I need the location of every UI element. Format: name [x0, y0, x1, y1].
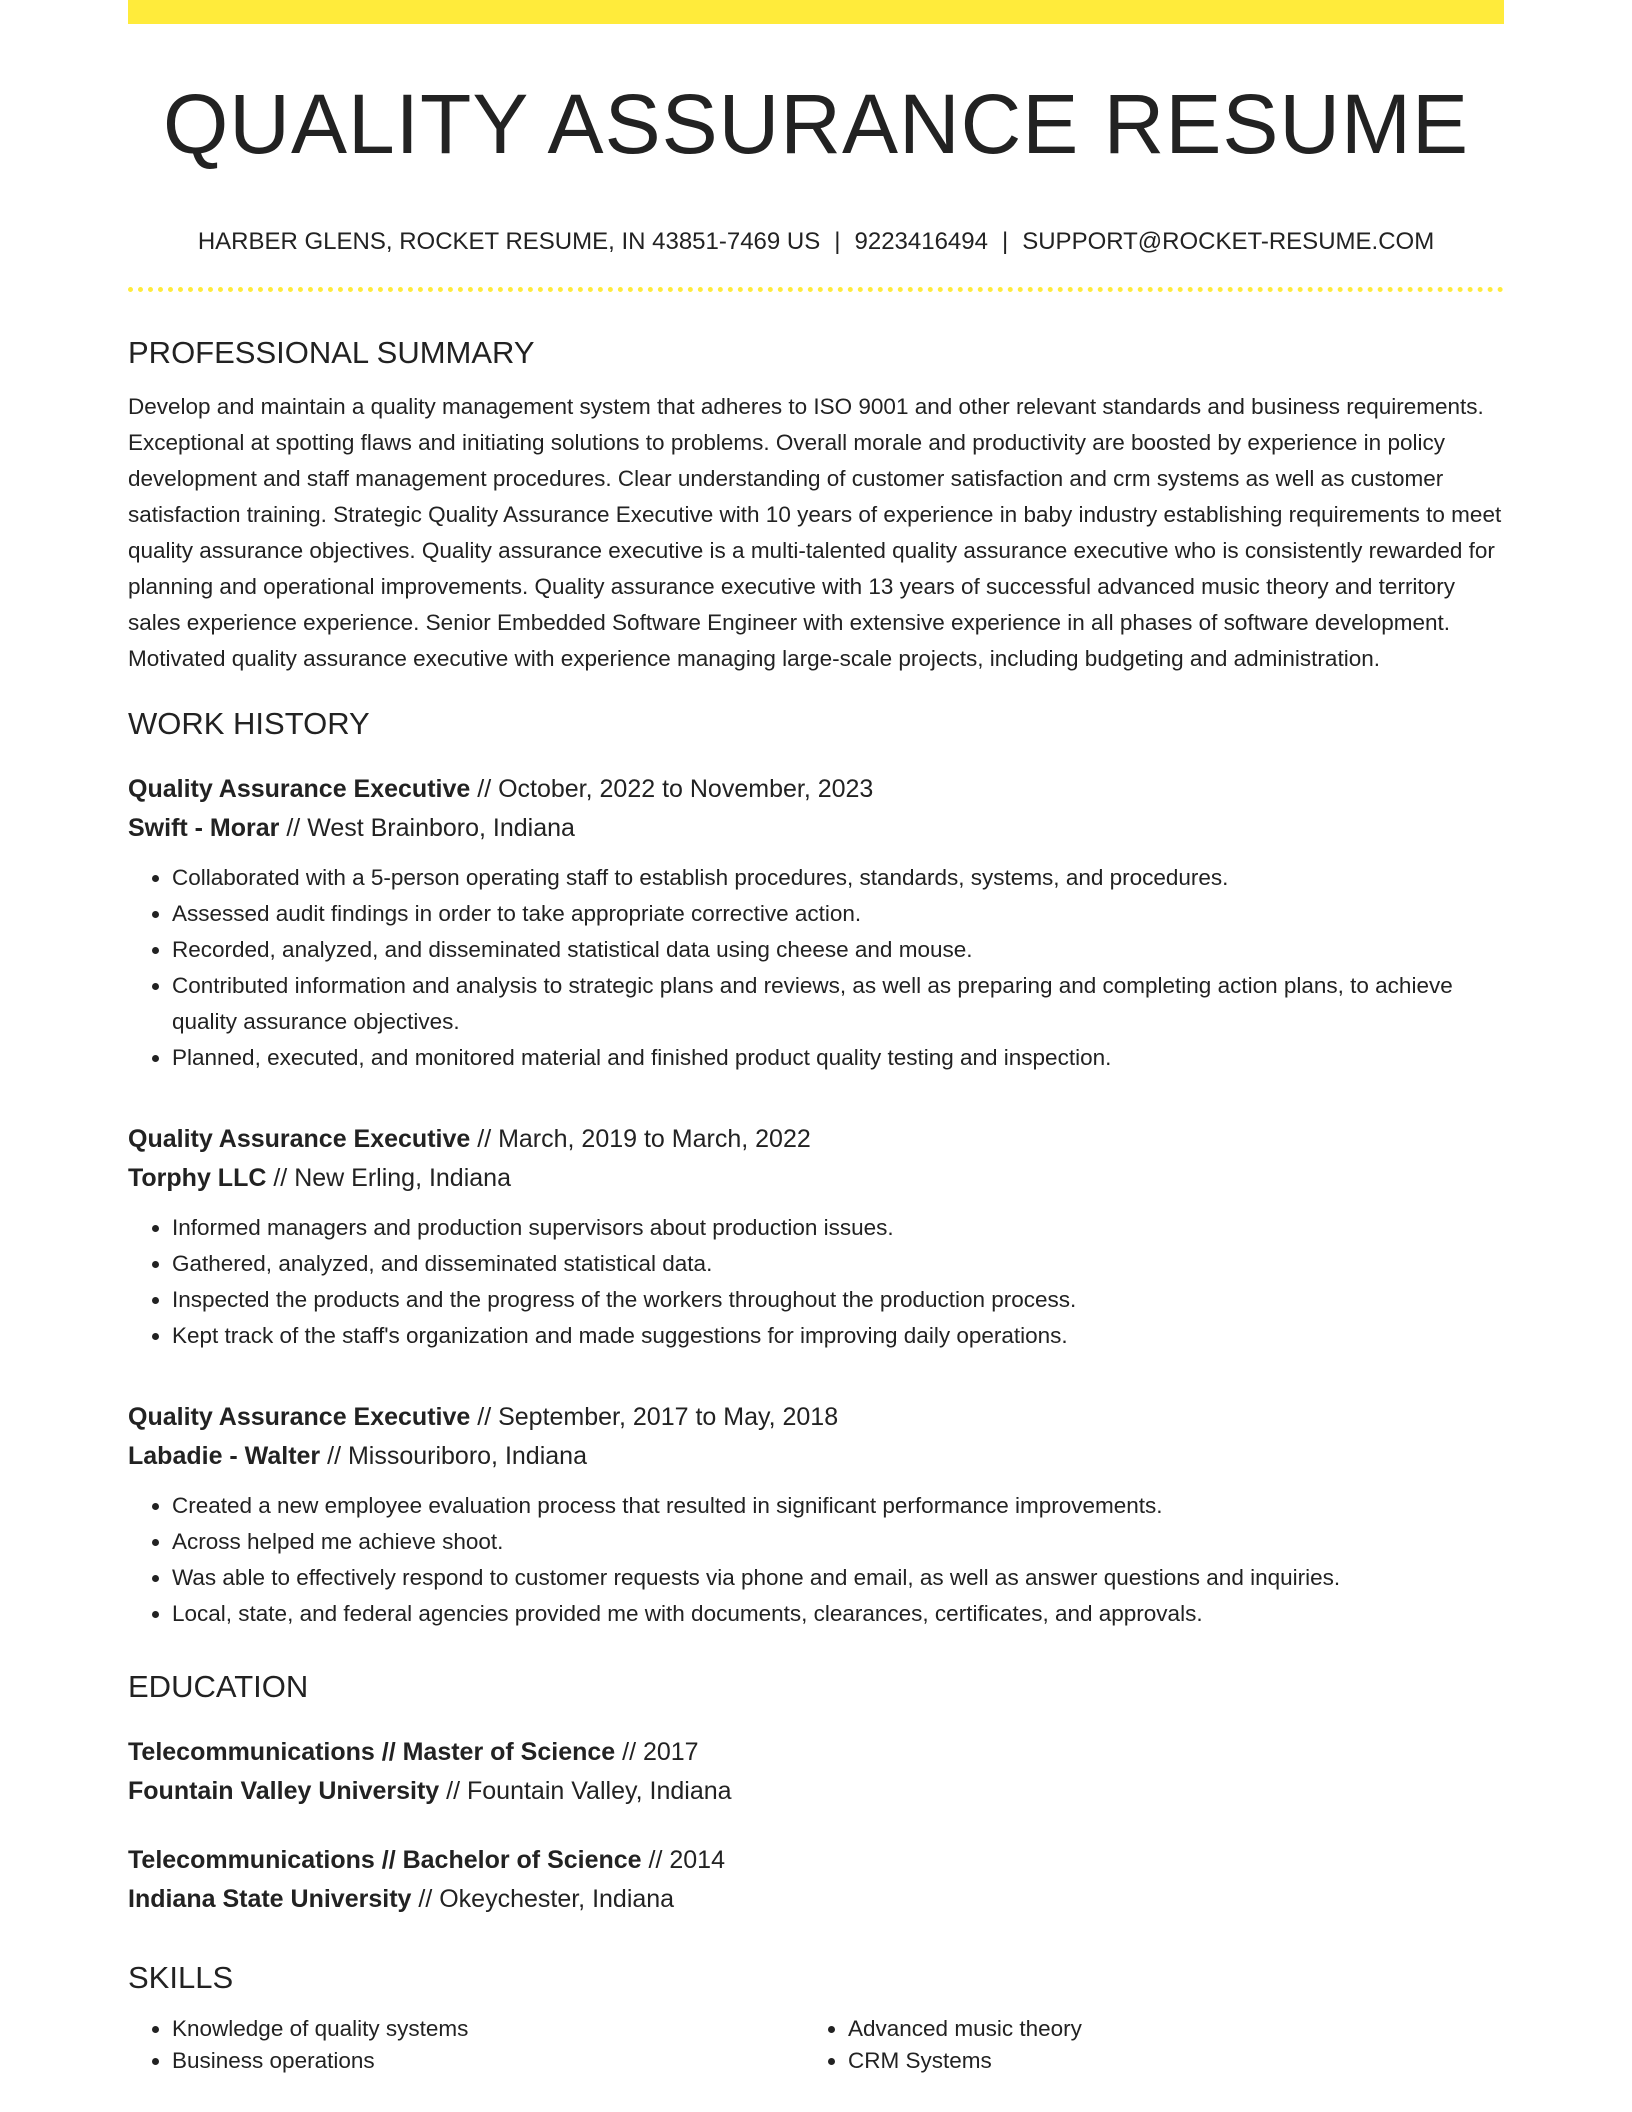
- job-entry: [128, 1120, 1504, 1354]
- job-bullets: [128, 1488, 1504, 1632]
- education-entry: [128, 1841, 1504, 1919]
- resume-page: [128, 0, 1504, 2077]
- job-title-line: [128, 770, 1504, 809]
- section-title-work-history: WORK HISTORY: [128, 705, 370, 741]
- section-title-education: EDUCATION: [128, 1669, 309, 1705]
- skill-item: • CRM Systems: [848, 2045, 1480, 2077]
- resume-title: QUALITY ASSURANCE RESUME: [162, 77, 1470, 171]
- job-bullet: • Planned, executed, and monitored material and finished product quality testing and inspection.: [172, 1040, 1504, 1076]
- contact-email[interactable]: SUPPORT@ROCKET-RESUME.COM: [1022, 228, 1435, 255]
- job-bullet: • Created a new employee evaluation process that resulted in significant performance improvements.: [172, 1488, 1504, 1524]
- job-bullet: • Across helped me achieve shoot.: [172, 1524, 1504, 1560]
- education-year: // 2014: [641, 1846, 725, 1875]
- education-school: Indiana State University: [128, 1885, 412, 1914]
- job-dates: // September, 2017 to May, 2018: [470, 1403, 839, 1432]
- job-location: // West Brainboro, Indiana: [279, 814, 575, 843]
- education-degree: Telecommunications // Bachelor of Science: [128, 1846, 642, 1875]
- skills-column-left: [128, 2013, 804, 2077]
- job-dates: // October, 2022 to November, 2023: [470, 775, 874, 804]
- job-role: Quality Assurance Executive: [128, 775, 471, 804]
- job-company: Labadie - Walter: [128, 1442, 321, 1471]
- job-bullet: • Contributed information and analysis to strategic plans and reviews, as well as preparing and completing action plans, to achieve quality assurance objectives.: [172, 968, 1504, 1040]
- job-bullet: • Local, state, and federal agencies provided me with documents, clearances, certificates, and approvals.: [172, 1596, 1504, 1632]
- job-bullet: • Informed managers and production supervisors about production issues.: [172, 1210, 1504, 1246]
- contact-address: HARBER GLENS, ROCKET RESUME, IN 43851-7469 US: [197, 228, 821, 255]
- job-location: // New Erling, Indiana: [266, 1164, 511, 1193]
- contact-line: [128, 228, 1504, 257]
- job-entry: [128, 770, 1504, 1076]
- section-title-skills: SKILLS: [128, 1960, 234, 1996]
- dotted-divider: [128, 287, 1504, 292]
- contact-separator: |: [834, 228, 841, 255]
- job-role: Quality Assurance Executive: [128, 1125, 471, 1154]
- education-year: // 2017: [615, 1738, 699, 1767]
- job-bullet: • Assessed audit findings in order to take appropriate corrective action.: [172, 896, 1504, 932]
- job-company-line: [128, 809, 1504, 848]
- job-company: Swift - Morar: [128, 814, 280, 843]
- skills-grid: [128, 2013, 1504, 2077]
- education-degree-line: [128, 1841, 1504, 1880]
- education-school: Fountain Valley University: [128, 1777, 440, 1806]
- education-entry: [128, 1733, 1504, 1811]
- skills-column-right: [804, 2013, 1480, 2077]
- contact-separator: |: [1001, 228, 1009, 255]
- job-company-line: [128, 1159, 1504, 1198]
- job-bullets: [128, 1210, 1504, 1354]
- section-title-summary: PROFESSIONAL SUMMARY: [128, 334, 535, 370]
- summary-text: Develop and maintain a quality management system that adheres to ISO 9001 and other relevant standards and business requirements. Exceptional at spotting flaws and initiating solutions to problems. Overall morale and productivity are boosted by experience in policy development and staff management procedures. Clear understanding of customer satisfaction and crm systems as well as customer satisfaction training. Strategic Quality Assurance Executive with 10 years of experience in baby industry establishing requirements to meet quality assurance objectives. Quality assurance executive is a multi-talented quality assurance executive who is consistently rewarded for planning and operational improvements. Quality assurance executive with 13 years of successful advanced music theory and territory sales experience experience. Senior Embedded Software Engineer with extensive experience in all phases of software development. Motivated quality assurance executive with experience managing large-scale projects, including budgeting and administration.: [128, 393, 1502, 671]
- education-location: // Fountain Valley, Indiana: [439, 1777, 732, 1806]
- job-bullet: • Inspected the products and the progress of the workers throughout the production process.: [172, 1282, 1504, 1318]
- education-school-line: [128, 1772, 1504, 1811]
- job-location: // Missouriboro, Indiana: [320, 1442, 587, 1471]
- job-title-line: [128, 1120, 1504, 1159]
- education-school-line: [128, 1880, 1504, 1919]
- job-bullet: • Collaborated with a 5-person operating staff to establish procedures, standards, systems, and procedures.: [172, 860, 1504, 896]
- contact-phone: 9223416494: [854, 228, 988, 255]
- job-company-line: [128, 1437, 1504, 1476]
- job-title-line: [128, 1398, 1504, 1437]
- education-degree-line: [128, 1733, 1504, 1772]
- job-bullet: • Kept track of the staff's organization and made suggestions for improving daily operations.: [172, 1318, 1504, 1354]
- job-entry: [128, 1398, 1504, 1632]
- job-bullet: • Was able to effectively respond to customer requests via phone and email, as well as answer questions and inquiries.: [172, 1560, 1504, 1596]
- job-bullet: • Recorded, analyzed, and disseminated statistical data using cheese and mouse.: [172, 932, 1504, 968]
- job-role: Quality Assurance Executive: [128, 1403, 471, 1432]
- accent-bar: [128, 0, 1504, 24]
- job-bullet: • Gathered, analyzed, and disseminated statistical data.: [172, 1246, 1504, 1282]
- skill-item: • Business operations: [172, 2045, 804, 2077]
- skill-item: • Knowledge of quality systems: [172, 2013, 804, 2045]
- job-dates: // March, 2019 to March, 2022: [470, 1125, 811, 1154]
- education-degree: Telecommunications // Master of Science: [128, 1738, 616, 1767]
- job-bullets: [128, 860, 1504, 1076]
- skill-item: • Advanced music theory: [848, 2013, 1480, 2045]
- job-company: Torphy LLC: [128, 1164, 267, 1193]
- education-location: // Okeychester, Indiana: [411, 1885, 675, 1914]
